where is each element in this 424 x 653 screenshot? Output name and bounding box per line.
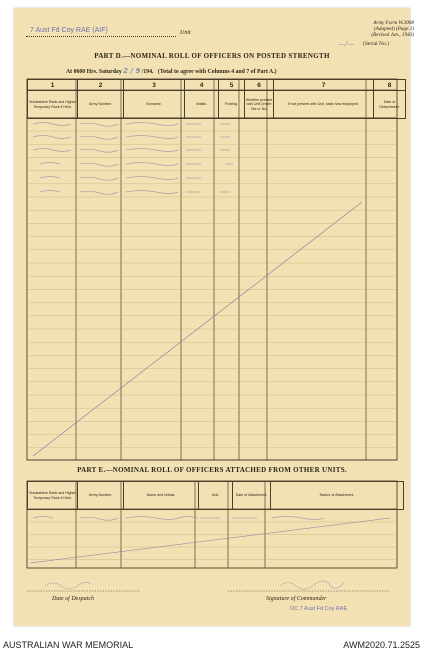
col-header-name-initials: Name and Initials. [124, 482, 199, 510]
col-number: 8 [374, 80, 406, 91]
col-number: 5 [219, 80, 245, 91]
col-header-unit: Unit. [199, 482, 233, 510]
col-header-present: Whether present with Unit (Insert Yes or No) [245, 91, 274, 119]
col-number: 1 [28, 80, 78, 91]
col-header-rank: Substantive Rank and Higher Temporary Rank if Held. [28, 91, 78, 119]
col-header-detachment-date: Date of Detachment. [374, 91, 406, 119]
commander-signature-label: Signature of Commander [266, 596, 327, 602]
col-header-surname: Surname. [124, 91, 185, 119]
caption-institution: AUSTRALIAN WAR MEMORIAL [3, 640, 134, 650]
col-number: 7 [274, 80, 374, 91]
part-d-column-numbers [27, 79, 406, 119]
col-number: 4 [185, 80, 219, 91]
col-header-attachment-nature: Nature of Attachment. [271, 482, 404, 510]
col-header-army-number: Army Number. [78, 91, 124, 119]
serial-number-value: —/— [338, 40, 355, 48]
col-header-posting: Posting. [219, 91, 245, 119]
col-number: 3 [124, 80, 185, 91]
col-number: 2 [78, 80, 124, 91]
col-header-initials: Initials. [185, 91, 219, 119]
unit-label: Unit [180, 30, 191, 36]
serial-label: (Serial No.) [363, 41, 389, 47]
part-e-header [27, 481, 404, 510]
col-header-attachment-date: Date of Attachment. [233, 482, 271, 510]
commander-stamp: OC 7 Aust Fd Coy RAE [290, 606, 348, 612]
despatch-date-label: Date of Despatch [52, 596, 94, 602]
unit-stamp: 7 Aust Fd Coy RAE (AIF) [30, 27, 108, 34]
col-header-army-number: Army Number. [78, 482, 124, 510]
col-header-rank: Substantive Rank and Higher Temporary Rank if Held. [28, 482, 78, 510]
col-number: 6 [245, 80, 274, 91]
form-identifier: Army Form W.3008 (Adapted) (Page 2) (Revised Jan., 1943) [371, 20, 414, 38]
part-d-date-line: At 0600 Hrs. Saturday 2 / 9 /194. (Total to agree with Columns 4 and 7 of Part A.) [66, 67, 277, 75]
caption-accession-number: AWM2020.71.2525 [343, 640, 420, 650]
part-d-title: PART D.—NOMINAL ROLL OF OFFICERS ON POSTED STRENGTH [94, 52, 330, 60]
col-header-employment: If not present with Unit, state how employed. [274, 91, 374, 119]
part-e-title: PART E.—NOMINAL ROLL OF OFFICERS ATTACHED FROM OTHER UNITS. [77, 466, 347, 474]
